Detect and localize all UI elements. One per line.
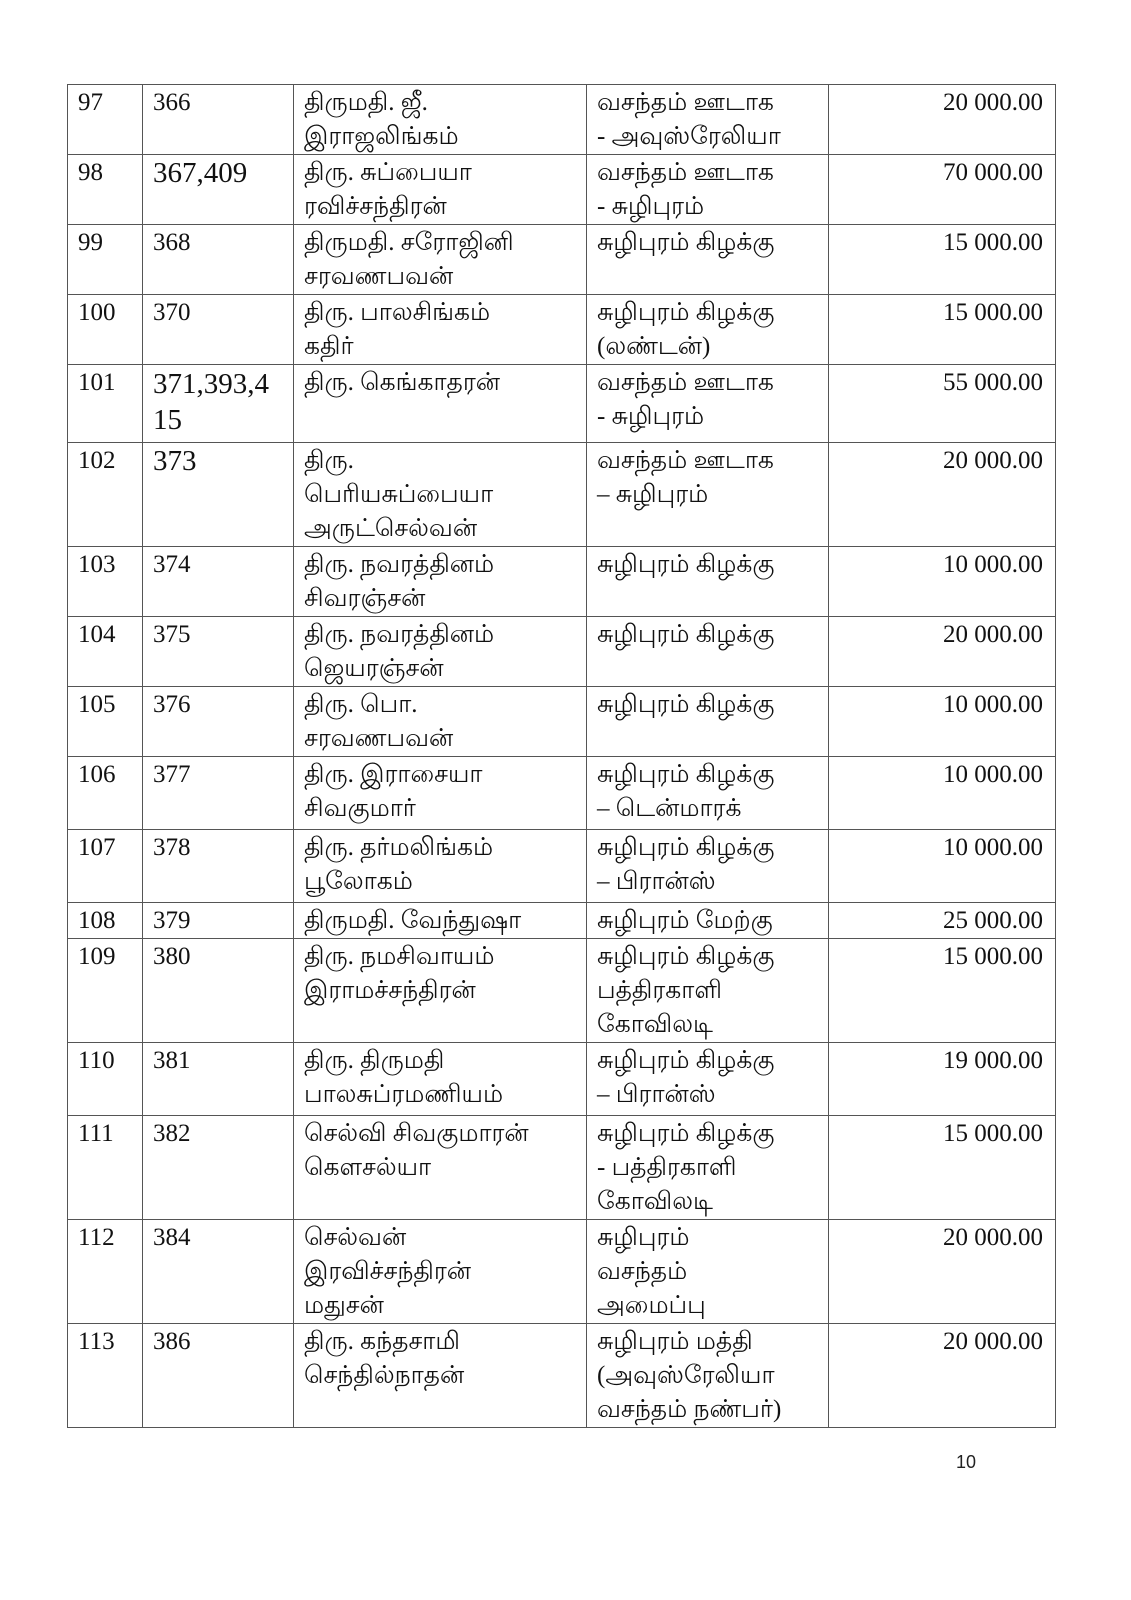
donation-amount: 20 000.00	[829, 617, 1056, 687]
donation-amount: 55 000.00	[829, 365, 1056, 443]
donation-amount: 19 000.00	[829, 1043, 1056, 1116]
donation-amount: 15 000.00	[829, 225, 1056, 295]
donation-amount: 10 000.00	[829, 830, 1056, 903]
donor-place: சுழிபுரம் கிழக்கு	[587, 687, 829, 757]
donor-name: செல்வன் இரவிச்சந்திரன் மதுசன்	[294, 1220, 587, 1324]
donor-place: வசந்தம் ஊடாக - சுழிபுரம்	[587, 365, 829, 443]
table-row	[68, 617, 1056, 687]
receipt-number: 382	[143, 1116, 294, 1220]
table-row	[68, 225, 1056, 295]
donor-name: திருமதி. ஜீ. இராஜலிங்கம்	[294, 85, 587, 155]
donation-amount: 20 000.00	[829, 1324, 1056, 1428]
donor-name: திரு. சுப்பையா ரவிச்சந்திரன்	[294, 155, 587, 225]
donor-name: திருமதி. வேந்துஷா	[294, 903, 587, 939]
donation-table-body	[68, 85, 1056, 1428]
row-number: 111	[68, 1116, 143, 1220]
donor-name: திரு. பொ. சரவணபவன்	[294, 687, 587, 757]
donor-place: சுழிபுரம் கிழக்கு – பிரான்ஸ்	[587, 1043, 829, 1116]
donor-place: சுழிபுரம் வசந்தம் அமைப்பு	[587, 1220, 829, 1324]
donation-amount: 15 000.00	[829, 939, 1056, 1043]
donor-name: திரு. தர்மலிங்கம் பூலோகம்	[294, 830, 587, 903]
donor-name: திரு. கந்தசாமி செந்தில்நாதன்	[294, 1324, 587, 1428]
donor-place: வசந்தம் ஊடாக – சுழிபுரம்	[587, 443, 829, 547]
donation-amount: 10 000.00	[829, 547, 1056, 617]
receipt-number: 374	[143, 547, 294, 617]
row-number: 99	[68, 225, 143, 295]
table-row	[68, 1116, 1056, 1220]
donor-place: சுழிபுரம் கிழக்கு பத்திரகாளி கோவிலடி	[587, 939, 829, 1043]
row-number: 108	[68, 903, 143, 939]
receipt-number: 379	[143, 903, 294, 939]
donor-place: சுழிபுரம் கிழக்கு – பிரான்ஸ்	[587, 830, 829, 903]
row-number: 107	[68, 830, 143, 903]
table-row	[68, 757, 1056, 830]
donor-name: திரு. பாலசிங்கம் கதிர்	[294, 295, 587, 365]
row-number: 113	[68, 1324, 143, 1428]
donor-place: சுழிபுரம் கிழக்கு	[587, 225, 829, 295]
donation-amount: 15 000.00	[829, 1116, 1056, 1220]
receipt-number: 370	[143, 295, 294, 365]
donation-amount: 25 000.00	[829, 903, 1056, 939]
donor-name: திரு. நமசிவாயம் இராமச்சந்திரன்	[294, 939, 587, 1043]
receipt-number: 376	[143, 687, 294, 757]
table-row	[68, 295, 1056, 365]
donor-place: சுழிபுரம் கிழக்கு	[587, 617, 829, 687]
donor-name: திரு. கெங்காதரன்	[294, 365, 587, 443]
donor-place: சுழிபுரம் மத்தி (அவுஸ்ரேலியா வசந்தம் நண்பர்)	[587, 1324, 829, 1428]
donation-amount: 10 000.00	[829, 687, 1056, 757]
row-number: 106	[68, 757, 143, 830]
donation-amount: 70 000.00	[829, 155, 1056, 225]
donation-amount: 20 000.00	[829, 1220, 1056, 1324]
row-number: 98	[68, 155, 143, 225]
receipt-number: 380	[143, 939, 294, 1043]
donation-amount: 20 000.00	[829, 85, 1056, 155]
receipt-number: 377	[143, 757, 294, 830]
row-number: 101	[68, 365, 143, 443]
table-row	[68, 939, 1056, 1043]
table-row	[68, 443, 1056, 547]
row-number: 105	[68, 687, 143, 757]
row-number: 97	[68, 85, 143, 155]
donor-place: சுழிபுரம் கிழக்கு	[587, 547, 829, 617]
donor-name: திரு. நவரத்தினம் சிவரஞ்சன்	[294, 547, 587, 617]
donor-name: திரு. இராசையா சிவகுமார்	[294, 757, 587, 830]
receipt-number: 367,409	[143, 155, 294, 225]
table-row	[68, 547, 1056, 617]
receipt-number: 381	[143, 1043, 294, 1116]
table-row	[68, 1220, 1056, 1324]
page-number: 10	[956, 1452, 977, 1472]
receipt-number: 378	[143, 830, 294, 903]
table-row	[68, 830, 1056, 903]
receipt-number: 371,393,4 15	[143, 365, 294, 443]
table-row	[68, 903, 1056, 939]
donor-name: திரு. திருமதி பாலசுப்ரமணியம்	[294, 1043, 587, 1116]
table-row	[68, 687, 1056, 757]
row-number: 104	[68, 617, 143, 687]
donor-place: சுழிபுரம் கிழக்கு - பத்திரகாளி கோவிலடி	[587, 1116, 829, 1220]
donor-name: செல்வி சிவகுமாரன் கௌசல்யா	[294, 1116, 587, 1220]
table-row	[68, 85, 1056, 155]
row-number: 112	[68, 1220, 143, 1324]
receipt-number: 375	[143, 617, 294, 687]
donor-place: வசந்தம் ஊடாக - அவுஸ்ரேலியா	[587, 85, 829, 155]
donor-name: திரு. பெரியசுப்பையா அருட்செல்வன்	[294, 443, 587, 547]
receipt-number: 368	[143, 225, 294, 295]
donor-place: சுழிபுரம் கிழக்கு (லண்டன்)	[587, 295, 829, 365]
table-row	[68, 1324, 1056, 1428]
table-row	[68, 365, 1056, 443]
donor-place: சுழிபுரம் கிழக்கு – டென்மாரக்	[587, 757, 829, 830]
row-number: 110	[68, 1043, 143, 1116]
donation-amount: 10 000.00	[829, 757, 1056, 830]
row-number: 103	[68, 547, 143, 617]
receipt-number: 386	[143, 1324, 294, 1428]
donor-place: வசந்தம் ஊடாக - சுழிபுரம்	[587, 155, 829, 225]
receipt-number: 373	[143, 443, 294, 547]
donation-amount: 15 000.00	[829, 295, 1056, 365]
donation-table	[67, 84, 1056, 1428]
donor-place: சுழிபுரம் மேற்கு	[587, 903, 829, 939]
row-number: 100	[68, 295, 143, 365]
table-row	[68, 1043, 1056, 1116]
row-number: 109	[68, 939, 143, 1043]
row-number: 102	[68, 443, 143, 547]
donation-amount: 20 000.00	[829, 443, 1056, 547]
donor-name: திரு. நவரத்தினம் ஜெயரஞ்சன்	[294, 617, 587, 687]
donor-name: திருமதி. சரோஜினி சரவணபவன்	[294, 225, 587, 295]
table-row	[68, 155, 1056, 225]
receipt-number: 384	[143, 1220, 294, 1324]
receipt-number: 366	[143, 85, 294, 155]
